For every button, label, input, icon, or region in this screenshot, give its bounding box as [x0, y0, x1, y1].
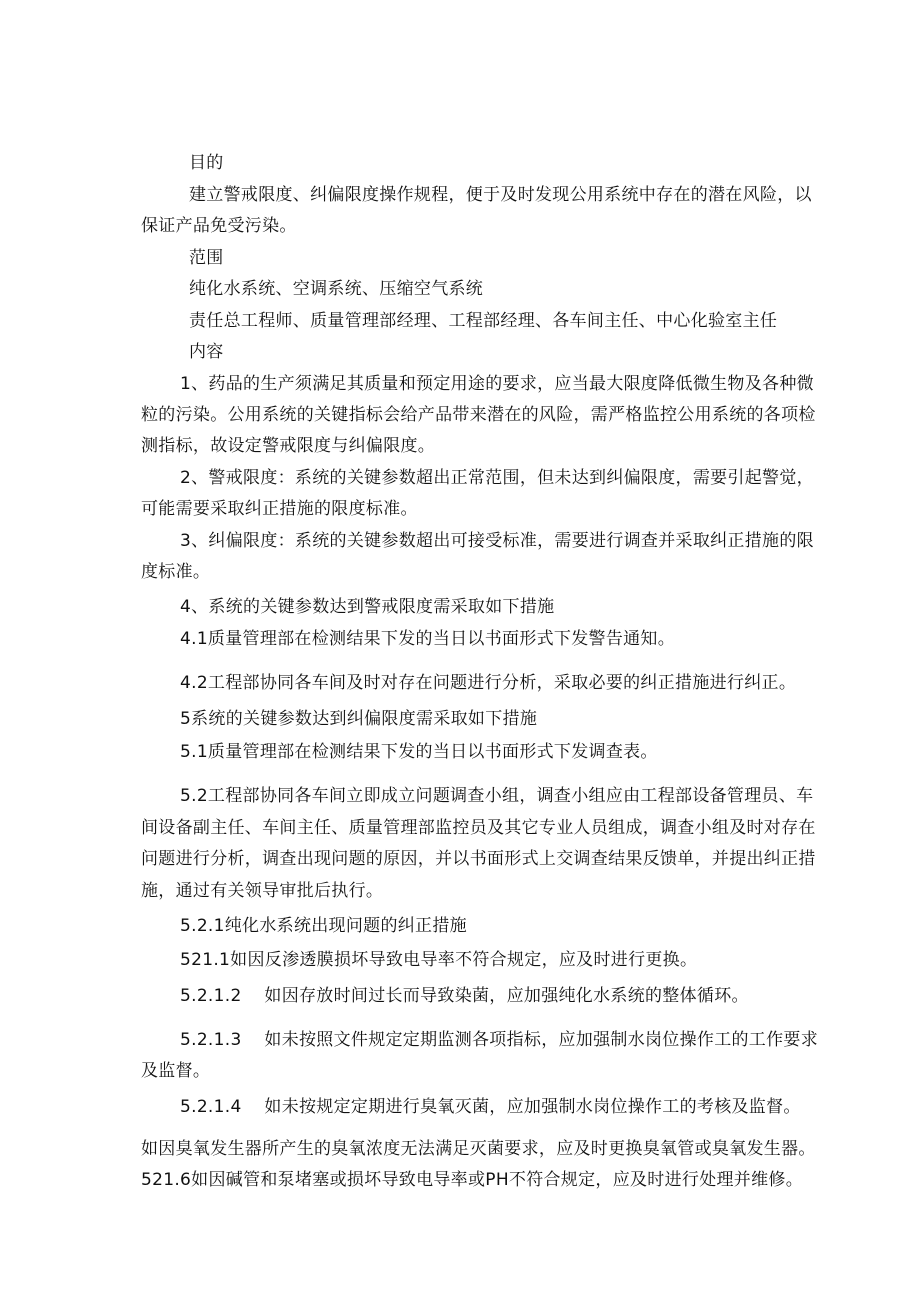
heading-content: 内容: [189, 342, 224, 362]
paragraph-line: 4.1质量管理部在检测结果下发的当日以书面形式下发警告通知。: [180, 629, 676, 649]
paragraph-line: 粒的污染。公用系统的关键指标会给产品带来潜在的风险，需严格监控公用系统的各项检: [141, 405, 816, 425]
paragraph-line: 521.6如因碱管和泵堵塞或损坏导致电导率或PH不符合规定，应及时进行处理并维修。: [141, 1170, 804, 1190]
paragraph-line: 如因臭氧发生器所产生的臭氧浓度无法满足灭菌要求，应及时更换臭氧管或臭氧发生器。: [141, 1139, 816, 1159]
paragraph-line: 间设备副主任、车间主任、质量管理部监控员及其它专业人员组成，调查小组及时对存在: [141, 818, 816, 838]
paragraph-line: 5.2.1.2 如因存放时间过长而导致染菌，应加强纯化水系统的整体循环。: [180, 986, 749, 1006]
paragraph-line: 测指标，故设定警戒限度与纠偏限度。: [141, 436, 436, 456]
paragraph-line: 5.1质量管理部在检测结果下发的当日以书面形式下发调查表。: [180, 742, 658, 762]
paragraph-line: 5系统的关键参数达到纠偏限度需采取如下措施: [180, 709, 538, 729]
heading-purpose: 目的: [189, 153, 224, 173]
paragraph-line: 2、警戒限度：系统的关键参数超出正常范围，但未达到纠偏限度，需要引起警觉，: [180, 468, 814, 488]
paragraph-line: 3、纠偏限度：系统的关键参数超出可接受标准，需要进行调查并采取纠正措施的限: [180, 531, 814, 551]
paragraph-line: 建立警戒限度、纠偏限度操作规程，便于及时发现公用系统中存在的潜在风险，以: [189, 185, 812, 205]
paragraph-line: 4、系统的关键参数达到警戒限度需采取如下措施: [180, 597, 555, 617]
paragraph-line: 1、药品的生产须满足其质量和预定用途的要求，应当最大限度降低微生物及各种微: [180, 374, 814, 394]
paragraph-line: 施，通过有关领导审批后执行。: [141, 881, 384, 901]
paragraph-line: 责任总工程师、质量管理部经理、工程部经理、各车间主任、中心化验室主任: [189, 311, 778, 331]
paragraph-line: 5.2.1.4 如未按规定定期进行臭氧灭菌，应加强制水岗位操作工的考核及监督。: [180, 1097, 801, 1117]
paragraph-line: 可能需要采取纠正措施的限度标准。: [141, 499, 418, 519]
paragraph-line: 度标准。: [141, 562, 211, 582]
paragraph-line: 4.2工程部协同各车间及时对存在问题进行分析，采取必要的纠正措施进行纠正。: [180, 673, 797, 693]
paragraph-line: 5.2.1.3 如未按照文件规定定期监测各项指标，应加强制水岗位操作工的工作要求: [180, 1030, 818, 1050]
heading-scope: 范围: [189, 248, 224, 268]
paragraph-line: 纯化水系统、空调系统、压缩空气系统: [189, 279, 484, 299]
paragraph-line: 及监督。: [141, 1061, 211, 1081]
paragraph-line: 5.2.1纯化水系统出现问题的纠正措施: [180, 916, 467, 936]
paragraph-line: 5.2工程部协同各车间立即成立问题调查小组，调查小组应由工程部设备管理员、车: [180, 786, 814, 806]
paragraph-line: 问题进行分析，调查出现问题的原因，并以书面形式上交调查结果反馈单，并提出纠正措: [141, 849, 816, 869]
paragraph-line: 保证产品免受污染。: [141, 216, 297, 236]
paragraph-line: 521.1如因反渗透膜损坏导致电导率不符合规定，应及时进行更换。: [180, 950, 698, 970]
